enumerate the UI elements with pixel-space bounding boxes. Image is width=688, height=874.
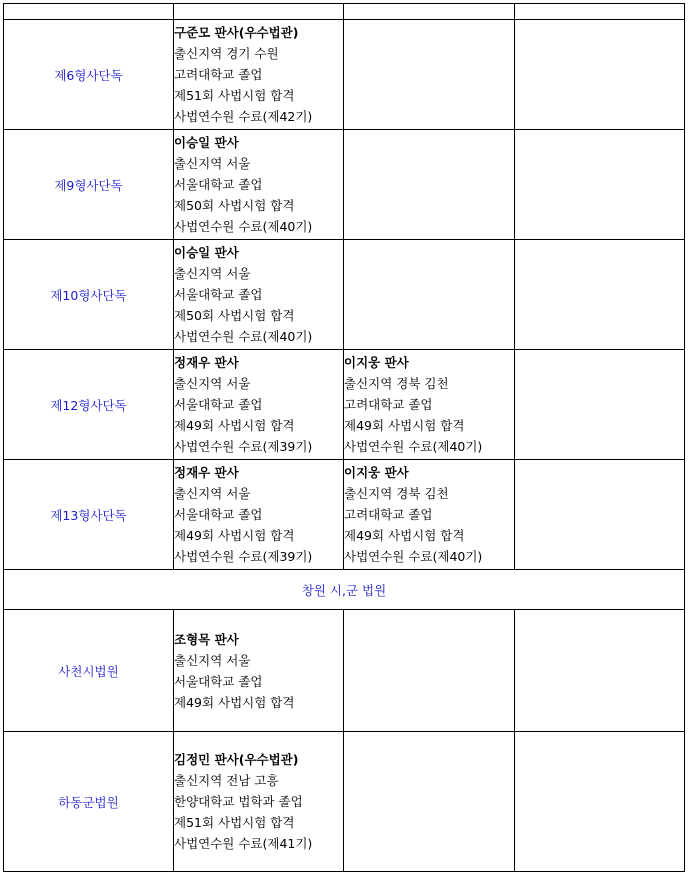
judge-origin: 출신지역 서울 — [174, 156, 251, 171]
judge-cell — [174, 350, 344, 460]
table-row — [4, 610, 685, 732]
empty-cell — [515, 20, 685, 130]
judge-exam: 제50회 사법시험 합격 — [174, 308, 295, 323]
judge-exam: 제49회 사법시험 합격 — [174, 528, 295, 543]
judge-cell — [174, 610, 344, 732]
judge-name: 김정민 판사(우수법관) — [174, 752, 299, 767]
judge-cell — [344, 460, 515, 570]
table-row — [4, 350, 685, 460]
court-name: 제6형사단독 — [4, 20, 174, 130]
judge-institute: 사법연수원 수료(제39기) — [174, 549, 313, 564]
judge-institute: 사법연수원 수료(제40기) — [344, 549, 483, 564]
table-row — [4, 732, 685, 872]
judge-origin: 출신지역 서울 — [174, 652, 251, 668]
judge-name: 구준모 판사(우수법관) — [174, 25, 299, 40]
judge-institute: 사법연수원 수료(제42기) — [174, 109, 313, 124]
judge-school: 서울대학교 졸업 — [174, 507, 263, 522]
judge-school: 고려대학교 졸업 — [344, 507, 433, 522]
judge-exam: 제49회 사법시험 합격 — [344, 528, 465, 543]
empty-cell — [344, 610, 515, 732]
judge-exam: 제49회 사법시험 합격 — [174, 694, 295, 710]
judge-cell — [174, 130, 344, 240]
judge-school: 고려대학교 졸업 — [344, 397, 433, 412]
judge-table — [3, 3, 685, 872]
court-name: 사천시법원 — [4, 610, 174, 732]
court-name: 제12형사단독 — [4, 350, 174, 460]
judge-cell — [174, 240, 344, 350]
judge-name: 조형목 판사 — [174, 631, 239, 647]
empty-cell — [344, 4, 515, 20]
table-row — [4, 460, 685, 570]
judge-cell — [174, 20, 344, 130]
judge-cell — [174, 460, 344, 570]
empty-cell — [344, 20, 515, 130]
judge-name: 이지웅 판사 — [344, 465, 409, 480]
judge-name: 정재우 판사 — [174, 465, 239, 480]
empty-cell — [515, 350, 685, 460]
empty-cell — [4, 4, 174, 20]
judge-institute: 사법연수원 수료(제40기) — [174, 219, 313, 234]
judge-school: 서울대학교 졸업 — [174, 177, 263, 192]
judge-school: 고려대학교 졸업 — [174, 67, 263, 82]
judge-name: 정재우 판사 — [174, 355, 239, 370]
empty-cell — [344, 130, 515, 240]
judge-institute: 사법연수원 수료(제41기) — [174, 836, 313, 851]
empty-cell — [515, 130, 685, 240]
empty-cell — [515, 240, 685, 350]
judge-school: 서울대학교 졸업 — [174, 673, 263, 689]
judge-origin: 출신지역 서울 — [174, 266, 251, 281]
table-row — [4, 130, 685, 240]
empty-cell — [515, 4, 685, 20]
empty-cell — [344, 732, 515, 872]
judge-name: 이승일 판사 — [174, 135, 239, 150]
section-row — [4, 570, 685, 610]
judge-origin: 출신지역 서울 — [174, 376, 251, 391]
judge-exam: 제51회 사법시험 합격 — [174, 815, 295, 830]
court-name: 제10형사단독 — [4, 240, 174, 350]
judge-origin: 출신지역 서울 — [174, 486, 251, 501]
judge-institute: 사법연수원 수료(제39기) — [174, 439, 313, 454]
judge-institute: 사법연수원 수료(제40기) — [174, 329, 313, 344]
section-header: 창원 시,군 법원 — [4, 570, 685, 610]
empty-cell — [515, 610, 685, 732]
empty-cell — [515, 732, 685, 872]
judge-cell — [344, 350, 515, 460]
judge-name: 이승일 판사 — [174, 245, 239, 260]
judge-institute: 사법연수원 수료(제40기) — [344, 439, 483, 454]
table-row — [4, 20, 685, 130]
judge-school: 서울대학교 졸업 — [174, 287, 263, 302]
empty-cell — [174, 4, 344, 20]
judge-origin: 출신지역 전남 고흥 — [174, 773, 279, 788]
empty-cell — [515, 460, 685, 570]
judge-school: 한양대학교 법학과 졸업 — [174, 794, 303, 809]
judge-exam: 제49회 사법시험 합격 — [174, 418, 295, 433]
table-row — [4, 240, 685, 350]
judge-origin: 출신지역 경북 김천 — [344, 486, 449, 501]
judge-exam: 제50회 사법시험 합격 — [174, 198, 295, 213]
court-name: 하동군법원 — [4, 732, 174, 872]
court-name: 제13형사단독 — [4, 460, 174, 570]
judge-origin: 출신지역 경기 수원 — [174, 46, 279, 61]
court-name: 제9형사단독 — [4, 130, 174, 240]
table-header-row — [4, 4, 685, 20]
empty-cell — [344, 240, 515, 350]
judge-name: 이지웅 판사 — [344, 355, 409, 370]
judge-exam: 제51회 사법시험 합격 — [174, 88, 295, 103]
judge-origin: 출신지역 경북 김천 — [344, 376, 449, 391]
judge-cell — [174, 732, 344, 872]
judge-exam: 제49회 사법시험 합격 — [344, 418, 465, 433]
judge-school: 서울대학교 졸업 — [174, 397, 263, 412]
